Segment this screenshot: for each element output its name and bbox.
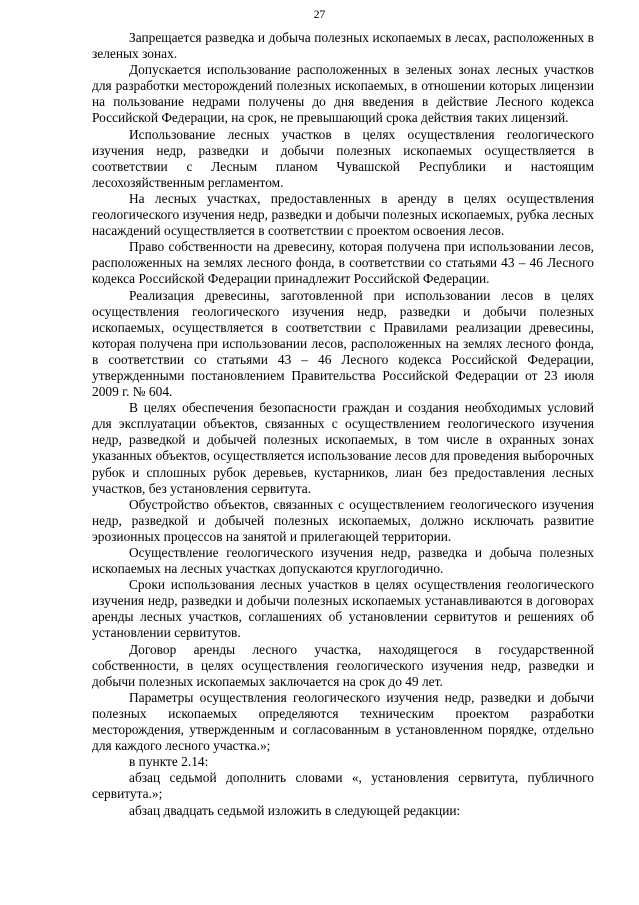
- document-body: [92, 30, 594, 819]
- paragraph: абзац седьмой дополнить словами «, установления сервитута, публичного сервитута.»;: [92, 770, 594, 802]
- paragraph: Осуществление геологического изучения недр, разведка и добыча полезных ископаемых на лесных участках допускаются круглогодично.: [92, 545, 594, 577]
- paragraph: Обустройство объектов, связанных с осуществлением геологического изучения недр, разведкой и добычей полезных ископаемых, должно исключать развитие эрозионных процессов на занятой и прилегающей территории.: [92, 496, 594, 544]
- paragraph: В целях обеспечения безопасности граждан и создания необходимых условий для эксплуатации объектов, связанных с осуществлением геологического изучения недр, разведкой и добычей полезных ископаемых, в том числе в охранных зонах указанных объектов, осуществляется использование лесов для проведения выборочных рубок и сплошных рубок деревьев, кустарников, лиан без предоставления лесных участков, без установления сервитута.: [92, 400, 594, 496]
- paragraph: Параметры осуществления геологического изучения недр, разведки и добычи полезных ископаемых определяются техническим проектом разработки месторождения, утвержденным и согласованным в установленном порядке, отдельно для каждого лесного участка.»;: [92, 689, 594, 754]
- page-number: 27: [313, 9, 326, 21]
- paragraph: Сроки использования лесных участков в целях осуществления геологического изучения недр, разведки и добычи полезных ископаемых устанавливаются в договорах аренды лесных участков, соглашениях об установлении сервитутов и решениях об установлении сервитутов.: [92, 577, 594, 641]
- paragraph: Реализация древесины, заготовленной при использовании лесов в целях осуществления геологического изучения недр, разведки и добычи полезных ископаемых, осуществляется в соответствии с Правилами реализации древесины, которая получена при использовании лесов, расположенных на землях лесного фонда, в соответствии со статьями 43 – 46 Лесного кодекса Российской Федерации, утвержденными постановлением Правительства Российской Федерации от 23 июля 2009 г. № 604.: [92, 287, 594, 400]
- paragraph: Допускается использование расположенных в зеленых зонах лесных участков для разработки месторождений полезных ископаемых, в отношении которых лицензии на пользование недрами получены до дня введения в действие Лесного кодекса Российской Федерации, на срок, не превышающий срока действия таких лицензий.: [92, 62, 594, 126]
- paragraph: Договор аренды лесного участка, находящегося в государственной собственности, в целях осуществления геологического изучения недр, разведки и добычи полезных ископаемых заключается на срок до 49 лет.: [92, 641, 594, 689]
- paragraph: Право собственности на древесину, которая получена при использовании лесов, расположенных на землях лесного фонда, в соответствии со статьями 43 – 46 Лесного кодекса Российской Федерации принадлежит Российской Федерации.: [92, 239, 594, 287]
- paragraph: абзац двадцать седьмой изложить в следующей редакции:: [129, 802, 461, 818]
- paragraph: Использование лесных участков в целях осуществления геологического изучения недр, разведки и добычи полезных ископаемых осуществляется в соответствии с Лесным планом Чувашской Республики и настоящим лесохозяйственным регламентом.: [92, 126, 594, 190]
- paragraph: в пункте 2.14:: [129, 754, 209, 770]
- paragraph: На лесных участках, предоставленных в аренду в целях осуществления геологического изучения недр, разведки и добычи полезных ископаемых, рубка лесных насаждений осуществляется в соответствии с проектом освоения лесов.: [92, 190, 594, 239]
- paragraph: Запрещается разведка и добыча полезных ископаемых в лесах, расположенных в зеленых зонах.: [92, 30, 594, 62]
